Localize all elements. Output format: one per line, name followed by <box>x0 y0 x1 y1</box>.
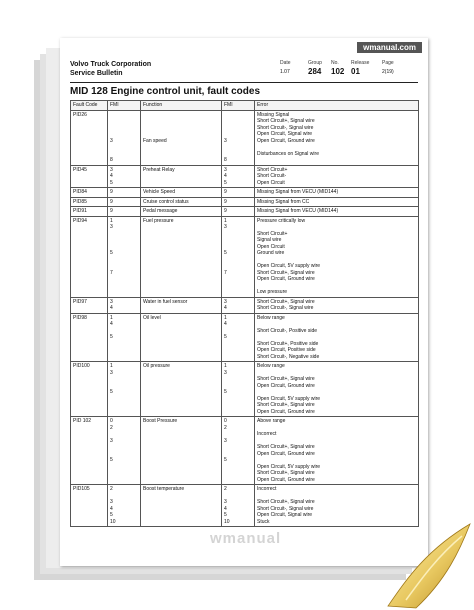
table-row <box>71 313 419 362</box>
function-cell <box>141 417 222 485</box>
fmi-cell <box>108 165 141 188</box>
fmi-cell-line: 8 <box>110 157 113 163</box>
fmi-cell-2-line: 5 <box>224 179 227 186</box>
fmi-cell-2 <box>222 417 255 485</box>
error-cell-line: Missing Signal from VECU (MID144) <box>257 189 339 195</box>
fmi-cell-line: 5 <box>110 179 113 186</box>
fmi-cell-2 <box>222 297 255 313</box>
fault-code: PID26 <box>73 111 87 118</box>
fault-code-cell <box>71 362 108 417</box>
error-cell-line: Short Circuit+, Signal wire <box>257 298 315 305</box>
fault-code: PID97 <box>73 298 87 305</box>
fmi-cell-2-line: 8 <box>224 157 227 163</box>
fmi-cell-2-line: 3 <box>224 137 227 144</box>
fmi-cell-2 <box>222 188 255 198</box>
error-cell-line: Open Circuit, Ground wire <box>257 276 315 282</box>
fmi-cell-line: 4 <box>110 305 113 311</box>
error-cell-line: Short Circuit+, Signal wire <box>257 118 315 124</box>
fault-code: PID45 <box>73 166 87 173</box>
table-header-row <box>71 101 419 111</box>
function-cell <box>141 207 222 217</box>
fmi-cell-line: 5 <box>110 334 113 340</box>
fmi-cell-2 <box>222 485 255 527</box>
error-cell-line: Disturbances on Signal wire <box>257 150 319 157</box>
fmi-cell-2 <box>222 216 255 297</box>
fmi-cell-2-line: 3 <box>224 437 227 444</box>
function-cell-line: Fuel pressure <box>143 217 174 224</box>
error-cell <box>255 216 419 297</box>
error-cell <box>255 110 419 165</box>
function-cell <box>141 188 222 198</box>
fmi-cell-2-line: 1 <box>224 363 227 369</box>
watermark-badge: wmanual.com <box>357 42 422 53</box>
page-curl-icon <box>386 520 474 610</box>
fmi-cell-line: 1 <box>110 363 113 369</box>
fmi-cell-line: 3 <box>110 369 113 376</box>
fmi-cell <box>108 207 141 217</box>
meta-date-label: Date <box>280 60 291 66</box>
table-row <box>71 297 419 313</box>
error-cell-line: Short Circuit+, Signal wire <box>257 376 315 382</box>
fmi-cell-2-line: 3 <box>224 166 227 173</box>
error-cell-line: Short Circuit-, Positive side <box>257 327 318 334</box>
fmi-cell-line: 3 <box>110 298 113 305</box>
error-cell-line: Open Circuit, Ground wire <box>257 382 315 389</box>
table-body <box>71 110 419 527</box>
fault-code-cell <box>71 485 108 527</box>
error-cell <box>255 297 419 313</box>
table-row <box>71 207 419 217</box>
fault-code-cell <box>71 197 108 207</box>
meta-release <box>351 60 369 76</box>
fmi-cell-line: 3 <box>110 437 113 444</box>
fault-code: PID94 <box>73 217 87 224</box>
error-cell-line: Missing Signal <box>257 111 290 118</box>
meta-group-value: 284 <box>308 67 322 76</box>
error-cell-line: Below range <box>257 363 285 369</box>
fmi-cell-2-line: 1 <box>224 217 227 224</box>
error-cell-line: Open Circuit, 5V supply wire <box>257 263 321 269</box>
fmi-cell-2-line: 1 <box>224 314 227 321</box>
error-cell-line: Short Circuit+ <box>257 230 288 237</box>
fmi-cell-line: 1 <box>110 314 113 321</box>
header-fault-code: Fault Code <box>71 101 108 111</box>
error-cell-line: Incorrect <box>257 486 277 492</box>
watermark-text: wmanual <box>210 530 282 547</box>
table-row <box>71 485 419 527</box>
table-row <box>71 362 419 417</box>
error-cell-line: Above range <box>257 418 286 424</box>
table-row <box>71 188 419 198</box>
fmi-cell-2 <box>222 207 255 217</box>
fmi-cell-2-line: 0 <box>224 418 227 424</box>
fmi-cell-line: 3 <box>110 499 113 505</box>
error-cell-line: Incorrect <box>257 431 277 437</box>
fmi-cell-line: 9 <box>110 189 113 195</box>
error-cell-line: Short Circuit+, Positive side <box>257 340 319 347</box>
fmi-cell-2-line: 9 <box>224 208 227 214</box>
header-function: Function <box>141 101 222 111</box>
fmi-cell-2-line: 7 <box>224 269 227 276</box>
error-cell-line: Short Circuit+, Signal wire <box>257 444 315 450</box>
fmi-cell-line: 7 <box>110 269 113 276</box>
error-cell-line: Short Circuit-, Negative side <box>257 353 320 360</box>
error-cell-line: Short Circuit- <box>257 173 287 179</box>
fault-code-cell <box>71 188 108 198</box>
error-cell-line: Stuck <box>257 518 270 525</box>
error-cell-line: Open Circuit, Positive side <box>257 347 316 353</box>
meta-release-label: Release <box>351 60 370 66</box>
function-cell-line: Pedal message <box>143 208 178 214</box>
error-cell <box>255 362 419 417</box>
fmi-cell-2-line: 4 <box>224 305 227 311</box>
fmi-cell-2-line: 4 <box>224 173 227 179</box>
fmi-cell-2 <box>222 362 255 417</box>
function-cell-line: Boost temperature <box>143 486 185 492</box>
document-page <box>60 38 428 566</box>
fault-code: PID84 <box>73 189 87 195</box>
fmi-cell-line: 4 <box>110 321 113 327</box>
fmi-cell-2-line: 5 <box>224 512 227 518</box>
fault-code: PID91 <box>73 208 87 214</box>
error-cell-line: Short Circuit-, Signal wire <box>257 305 314 311</box>
fmi-cell-2-line: 4 <box>224 321 227 327</box>
meta-page <box>382 60 394 75</box>
table-row <box>71 216 419 297</box>
fmi-cell <box>108 417 141 485</box>
fmi-cell-2-line: 3 <box>224 369 227 376</box>
error-cell-line: Missing Signal from VECU (MID144) <box>257 208 339 214</box>
function-cell <box>141 165 222 188</box>
error-cell <box>255 197 419 207</box>
fmi-cell-2-line: 5 <box>224 457 227 463</box>
function-cell <box>141 110 222 165</box>
meta-group-label: Group <box>308 60 322 66</box>
fmi-cell-2-line: 10 <box>224 518 230 525</box>
page-title: MID 128 Engine control unit, fault codes <box>70 86 261 97</box>
table-row <box>71 165 419 188</box>
fault-code-cell <box>71 207 108 217</box>
fmi-cell-2-line: 5 <box>224 250 227 256</box>
fmi-cell-line: 5 <box>110 512 113 518</box>
function-cell <box>141 197 222 207</box>
error-cell <box>255 313 419 362</box>
fmi-cell-2-line: 3 <box>224 224 227 230</box>
meta-page-value: 2(19) <box>382 69 394 75</box>
error-cell-line: Open Circuit, Signal wire <box>257 512 313 518</box>
function-cell-line: Vehicle Speed <box>143 189 175 195</box>
company-header <box>70 60 151 78</box>
fmi-cell <box>108 297 141 313</box>
fmi-cell <box>108 485 141 527</box>
function-cell <box>141 216 222 297</box>
fmi-cell-2-line: 4 <box>224 505 227 512</box>
error-cell-line: Open Circuit, Ground wire <box>257 137 315 144</box>
fmi-cell-2-line: 9 <box>224 189 227 195</box>
meta-no-value: 102 <box>331 67 345 76</box>
fmi-cell-2-line: 2 <box>224 424 227 431</box>
fmi-cell <box>108 197 141 207</box>
fault-code: PID 102 <box>73 418 92 424</box>
fmi-cell-line: 5 <box>110 250 113 256</box>
error-cell-line: Open Circuit, Ground wire <box>257 450 315 457</box>
fmi-cell-line: 1 <box>110 217 113 224</box>
function-cell-line: Preheat Relay <box>143 166 175 173</box>
fmi-cell-2-line: 3 <box>224 499 227 505</box>
function-cell <box>141 485 222 527</box>
fmi-cell <box>108 216 141 297</box>
fault-code: PID105 <box>73 486 90 492</box>
fmi-cell-line: 10 <box>110 518 116 525</box>
error-cell <box>255 207 419 217</box>
header-error: Error <box>255 101 419 111</box>
fmi-cell-2-line: 5 <box>224 389 227 395</box>
meta-no <box>331 60 344 76</box>
table-row <box>71 197 419 207</box>
meta-group <box>308 60 322 76</box>
fmi-cell-line: 2 <box>110 424 113 431</box>
error-cell-line: Below range <box>257 314 285 321</box>
fault-code-cell <box>71 313 108 362</box>
error-cell-line: Signal wire <box>257 237 282 243</box>
function-cell-line: Oil level <box>143 314 161 321</box>
fmi-cell-2-line: 3 <box>224 298 227 305</box>
meta-page-label: Page <box>382 60 394 66</box>
error-cell-line: Missing Signal from CC <box>257 198 310 205</box>
meta-release-value: 01 <box>351 67 360 76</box>
error-cell-line: Open Circuit, 5V supply wire <box>257 463 321 470</box>
fault-code-cell <box>71 417 108 485</box>
error-cell-line: Open Circuit, Ground wire <box>257 408 315 415</box>
fmi-cell <box>108 362 141 417</box>
error-cell <box>255 165 419 188</box>
error-cell-line: Open Circuit, 5V supply wire <box>257 395 321 402</box>
function-cell-line: Fan speed <box>143 137 167 144</box>
error-cell-line: Ground wire <box>257 250 285 256</box>
fault-code: PID85 <box>73 198 87 205</box>
error-cell-line: Short Circuit+ <box>257 166 288 173</box>
fmi-cell-2 <box>222 313 255 362</box>
fmi-cell-line: 3 <box>110 166 113 173</box>
meta-no-label: No. <box>331 60 339 66</box>
table-row <box>71 417 419 485</box>
error-cell-line: Open Circuit, Ground wire <box>257 476 315 483</box>
fmi-cell-2 <box>222 165 255 188</box>
fmi-cell-2 <box>222 197 255 207</box>
header-fmi: FMI <box>108 101 141 111</box>
fmi-cell <box>108 313 141 362</box>
function-cell <box>141 313 222 362</box>
error-cell <box>255 188 419 198</box>
fmi-cell-2-line: 5 <box>224 334 227 340</box>
error-cell-line: Short Circuit-, Signal wire <box>257 505 314 512</box>
function-cell-line: Water in fuel sensor <box>143 298 188 305</box>
error-cell-line: Short Circuit+, Signal wire <box>257 470 315 476</box>
fault-code: PID98 <box>73 314 87 321</box>
meta-date-value: 1.07 <box>280 69 290 75</box>
fmi-cell-line: 9 <box>110 198 113 205</box>
fmi-cell-2 <box>222 110 255 165</box>
fmi-cell-line: 5 <box>110 457 113 463</box>
fault-code-table <box>70 100 419 527</box>
error-cell-line: Low pressure <box>257 289 288 295</box>
fmi-cell-line: 2 <box>110 486 113 492</box>
header-fmi-2: FMI <box>222 101 255 111</box>
error-cell-line: Short Circuit-, Signal wire <box>257 124 314 131</box>
company-name: Volvo Truck Corporation <box>70 61 152 68</box>
function-cell <box>141 362 222 417</box>
fmi-cell-line: 4 <box>110 505 113 512</box>
function-cell-line: Cruise control status <box>143 198 189 205</box>
fault-code: PID100 <box>73 363 90 369</box>
fmi-cell <box>108 188 141 198</box>
fault-code-cell <box>71 297 108 313</box>
fmi-cell <box>108 110 141 165</box>
fmi-cell-2-line: 9 <box>224 198 227 205</box>
function-cell-line: Boost Pressure <box>143 418 178 424</box>
fmi-cell-line: 3 <box>110 137 113 144</box>
fmi-cell-line: 5 <box>110 389 113 395</box>
fmi-cell-line: 4 <box>110 173 113 179</box>
error-cell-line: Short Circuit+, Signal wire <box>257 269 315 276</box>
error-cell-line: Open Circuit <box>257 243 285 250</box>
fmi-cell-line: 9 <box>110 208 113 214</box>
error-cell-line: Short Circuit+, Signal wire <box>257 499 315 505</box>
fault-code-cell <box>71 110 108 165</box>
error-cell <box>255 417 419 485</box>
header-divider <box>70 82 418 83</box>
error-cell-line: Open Circuit, Signal wire <box>257 131 313 137</box>
fault-code-cell <box>71 165 108 188</box>
error-cell-line: Short Circuit+, Signal wire <box>257 402 315 408</box>
function-cell-line: Oil pressure <box>143 363 170 369</box>
fmi-cell-2-line: 2 <box>224 486 227 492</box>
bulletin-type: Service Bulletin <box>70 70 123 77</box>
error-cell-line: Open Circuit <box>257 179 285 186</box>
table-row <box>71 110 419 165</box>
error-cell-line: Pressure critically low <box>257 217 306 224</box>
fmi-cell-line: 3 <box>110 224 113 230</box>
function-cell <box>141 297 222 313</box>
fmi-cell-line: 0 <box>110 418 113 424</box>
meta-date <box>280 60 291 75</box>
fault-code-cell <box>71 216 108 297</box>
